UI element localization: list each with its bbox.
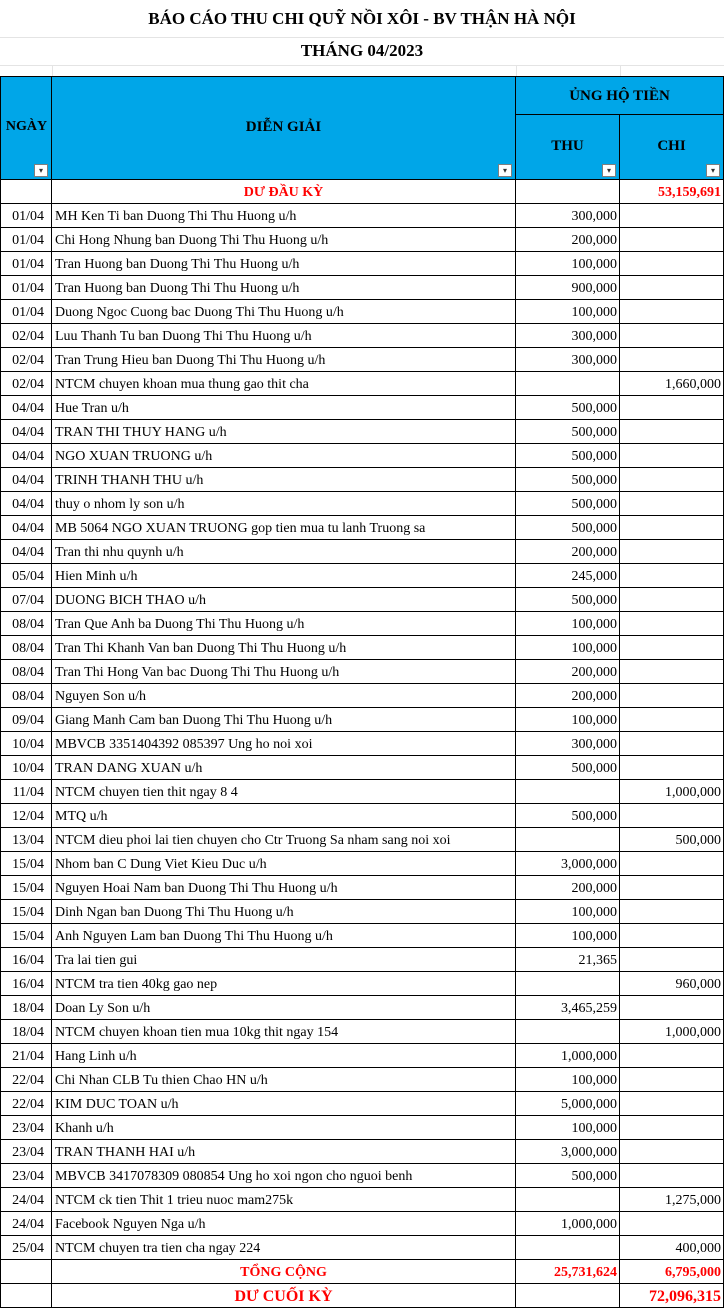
description-cell: Hue Tran u/h — [52, 396, 516, 420]
date-cell: 07/04 — [0, 588, 52, 612]
date-cell: 22/04 — [0, 1068, 52, 1092]
opening-balance-row — [0, 180, 724, 204]
header-income — [516, 115, 620, 180]
date-cell: 04/04 — [0, 516, 52, 540]
income-cell: 200,000 — [516, 684, 620, 708]
income-cell: 900,000 — [516, 276, 620, 300]
header-expense-label: CHI — [657, 138, 686, 154]
expense-cell: 500,000 — [620, 828, 724, 852]
table-row — [0, 852, 724, 876]
totals-label: TỔNG CỘNG — [52, 1260, 516, 1284]
expense-cell — [620, 900, 724, 924]
expense-cell — [620, 708, 724, 732]
date-cell: 24/04 — [0, 1188, 52, 1212]
table-row — [0, 972, 724, 996]
income-cell: 100,000 — [516, 612, 620, 636]
date-cell: 02/04 — [0, 372, 52, 396]
table-row — [0, 444, 724, 468]
expense-cell: 960,000 — [620, 972, 724, 996]
table-row — [0, 636, 724, 660]
income-cell: 21,365 — [516, 948, 620, 972]
date-cell: 16/04 — [0, 972, 52, 996]
table-row — [0, 492, 724, 516]
date-cell: 15/04 — [0, 876, 52, 900]
date-cell: 12/04 — [0, 804, 52, 828]
expense-cell — [620, 564, 724, 588]
table-row — [0, 540, 724, 564]
table-row — [0, 1092, 724, 1116]
income-cell: 100,000 — [516, 1116, 620, 1140]
description-cell: Tran Huong ban Duong Thi Thu Huong u/h — [52, 276, 516, 300]
closing-date-cell — [0, 1284, 52, 1308]
expense-cell — [620, 996, 724, 1020]
table-row — [0, 468, 724, 492]
expense-cell: 1,000,000 — [620, 780, 724, 804]
table-row — [0, 1140, 724, 1164]
description-cell: NTCM chuyen tien thit ngay 8 4 — [52, 780, 516, 804]
date-cell: 09/04 — [0, 708, 52, 732]
expense-cell — [620, 732, 724, 756]
header-date-label: NGÀY — [5, 119, 48, 134]
date-filter-dropdown-icon[interactable]: ▾ — [34, 164, 48, 177]
description-cell: Tran Thi Khanh Van ban Duong Thi Thu Huong u/h — [52, 636, 516, 660]
description-cell: TRINH THANH THU u/h — [52, 468, 516, 492]
expense-cell — [620, 948, 724, 972]
income-cell: 245,000 — [516, 564, 620, 588]
date-cell: 23/04 — [0, 1116, 52, 1140]
date-cell: 04/04 — [0, 540, 52, 564]
table-row — [0, 204, 724, 228]
income-cell: 100,000 — [516, 636, 620, 660]
date-cell: 18/04 — [0, 1020, 52, 1044]
table-row — [0, 876, 724, 900]
income-cell — [516, 372, 620, 396]
expense-cell — [620, 756, 724, 780]
description-cell: MH Ken Ti ban Duong Thi Thu Huong u/h — [52, 204, 516, 228]
expense-cell — [620, 588, 724, 612]
date-cell: 01/04 — [0, 204, 52, 228]
income-cell: 300,000 — [516, 732, 620, 756]
date-cell: 02/04 — [0, 348, 52, 372]
total-expense-value: 6,795,000 — [620, 1260, 724, 1284]
description-cell: Nguyen Son u/h — [52, 684, 516, 708]
date-cell: 04/04 — [0, 420, 52, 444]
opening-balance-label: DƯ ĐẦU KỲ — [52, 180, 516, 204]
description-cell: Anh Nguyen Lam ban Duong Thi Thu Huong u/h — [52, 924, 516, 948]
header-date — [0, 77, 52, 180]
income-cell: 500,000 — [516, 444, 620, 468]
income-filter-dropdown-icon[interactable]: ▾ — [602, 164, 616, 177]
table-row — [0, 324, 724, 348]
income-cell: 3,465,259 — [516, 996, 620, 1020]
table-row — [0, 348, 724, 372]
date-cell: 15/04 — [0, 900, 52, 924]
table-row — [0, 1188, 724, 1212]
expense-cell — [620, 228, 724, 252]
description-cell: thuy o nhom ly son u/h — [52, 492, 516, 516]
description-cell: Dinh Ngan ban Duong Thi Thu Huong u/h — [52, 900, 516, 924]
closing-balance-value: 72,096,315 — [620, 1284, 724, 1308]
income-cell: 300,000 — [516, 324, 620, 348]
header-description — [52, 77, 516, 180]
income-cell: 5,000,000 — [516, 1092, 620, 1116]
description-cell: NTCM dieu phoi lai tien chuyen cho Ctr Truong Sa nham sang noi xoi — [52, 828, 516, 852]
description-cell: MB 5064 NGO XUAN TRUONG gop tien mua tu lanh Truong sa — [52, 516, 516, 540]
income-cell: 500,000 — [516, 516, 620, 540]
table-row — [0, 1164, 724, 1188]
date-cell: 08/04 — [0, 636, 52, 660]
date-cell: 04/04 — [0, 492, 52, 516]
description-cell: Tran Que Anh ba Duong Thi Thu Huong u/h — [52, 612, 516, 636]
income-cell — [516, 1236, 620, 1260]
expense-cell — [620, 420, 724, 444]
income-cell: 100,000 — [516, 252, 620, 276]
expense-cell: 1,000,000 — [620, 1020, 724, 1044]
date-cell: 04/04 — [0, 444, 52, 468]
table-row — [0, 300, 724, 324]
expense-cell — [620, 300, 724, 324]
income-cell: 100,000 — [516, 1068, 620, 1092]
table-row — [0, 924, 724, 948]
income-cell: 300,000 — [516, 348, 620, 372]
income-cell: 200,000 — [516, 228, 620, 252]
description-cell: Tran Thi Hong Van bac Duong Thi Thu Huong u/h — [52, 660, 516, 684]
expense-cell — [620, 1116, 724, 1140]
closing-balance-label: DƯ CUỐI KỲ — [52, 1284, 516, 1308]
expense-cell — [620, 1212, 724, 1236]
description-cell: Chi Nhan CLB Tu thien Chao HN u/h — [52, 1068, 516, 1092]
total-income-value: 25,731,624 — [516, 1260, 620, 1284]
expense-cell: 1,660,000 — [620, 372, 724, 396]
description-cell: NTCM tra tien 40kg gao nep — [52, 972, 516, 996]
expense-cell: 1,275,000 — [620, 1188, 724, 1212]
date-cell: 16/04 — [0, 948, 52, 972]
spacer-row — [0, 66, 724, 77]
income-cell: 3,000,000 — [516, 1140, 620, 1164]
income-cell: 100,000 — [516, 300, 620, 324]
table-row — [0, 900, 724, 924]
date-cell: 01/04 — [0, 252, 52, 276]
income-cell — [516, 1188, 620, 1212]
income-cell: 3,000,000 — [516, 852, 620, 876]
expense-cell — [620, 204, 724, 228]
header-expense — [620, 115, 724, 180]
income-cell: 500,000 — [516, 396, 620, 420]
transaction-list — [0, 204, 724, 1260]
table-row — [0, 684, 724, 708]
expense-cell — [620, 804, 724, 828]
description-cell: Duong Ngoc Cuong bac Duong Thi Thu Huong u/h — [52, 300, 516, 324]
totals-date-cell — [0, 1260, 52, 1284]
expense-cell — [620, 324, 724, 348]
date-cell: 24/04 — [0, 1212, 52, 1236]
table-row — [0, 372, 724, 396]
description-cell: Tra lai tien gui — [52, 948, 516, 972]
expense-cell — [620, 1068, 724, 1092]
expense-cell — [620, 852, 724, 876]
income-cell: 1,000,000 — [516, 1044, 620, 1068]
income-cell: 500,000 — [516, 756, 620, 780]
report-title: BÁO CÁO THU CHI QUỸ NỒI XÔI - BV THẬN HÀ NỘI — [0, 0, 724, 38]
income-cell — [516, 780, 620, 804]
table-row — [0, 588, 724, 612]
date-cell: 05/04 — [0, 564, 52, 588]
description-cell: NTCM chuyen khoan tien mua 10kg thit ngay 154 — [52, 1020, 516, 1044]
description-cell: Facebook Nguyen Nga u/h — [52, 1212, 516, 1236]
income-cell — [516, 1020, 620, 1044]
header-donation-group-label: ỦNG HỘ TIỀN — [569, 88, 670, 104]
table-row — [0, 996, 724, 1020]
description-cell: MBVCB 3417078309 080854 Ung ho xoi ngon cho nguoi benh — [52, 1164, 516, 1188]
date-cell: 13/04 — [0, 828, 52, 852]
table-row — [0, 780, 724, 804]
expense-cell — [620, 516, 724, 540]
table-row — [0, 804, 724, 828]
description-cell: DUONG BICH THAO u/h — [52, 588, 516, 612]
description-cell: Luu Thanh Tu ban Duong Thi Thu Huong u/h — [52, 324, 516, 348]
income-cell: 200,000 — [516, 876, 620, 900]
income-cell: 500,000 — [516, 420, 620, 444]
description-cell: NTCM chuyen khoan mua thung gao thit cha — [52, 372, 516, 396]
expense-cell — [620, 252, 724, 276]
date-cell: 04/04 — [0, 396, 52, 420]
income-cell: 100,000 — [516, 708, 620, 732]
income-cell: 200,000 — [516, 660, 620, 684]
description-cell: TRAN DANG XUAN u/h — [52, 756, 516, 780]
header-description-label: DIỄN GIẢI — [245, 119, 322, 135]
expense-filter-dropdown-icon[interactable]: ▾ — [706, 164, 720, 177]
income-cell: 1,000,000 — [516, 1212, 620, 1236]
table-row — [0, 756, 724, 780]
date-cell: 23/04 — [0, 1140, 52, 1164]
description-cell: Tran Trung Hieu ban Duong Thi Thu Huong u/h — [52, 348, 516, 372]
table-row — [0, 420, 724, 444]
closing-income-cell — [516, 1284, 620, 1308]
description-cell: TRAN THANH HAI u/h — [52, 1140, 516, 1164]
table-row — [0, 1236, 724, 1260]
date-cell: 22/04 — [0, 1092, 52, 1116]
date-cell: 01/04 — [0, 300, 52, 324]
date-cell: 08/04 — [0, 684, 52, 708]
expense-cell — [620, 348, 724, 372]
description-cell: TRAN THI THUY HANG u/h — [52, 420, 516, 444]
income-cell: 500,000 — [516, 468, 620, 492]
table-row — [0, 252, 724, 276]
header-donation-group — [516, 77, 724, 115]
income-cell: 100,000 — [516, 924, 620, 948]
table-row — [0, 1020, 724, 1044]
description-cell: Giang Manh Cam ban Duong Thi Thu Huong u/h — [52, 708, 516, 732]
expense-cell — [620, 612, 724, 636]
income-cell: 300,000 — [516, 204, 620, 228]
date-cell: 15/04 — [0, 924, 52, 948]
description-cell: Khanh u/h — [52, 1116, 516, 1140]
table-row — [0, 1044, 724, 1068]
opening-date-cell — [0, 180, 52, 204]
table-row — [0, 828, 724, 852]
description-cell: Tran thi nhu quynh u/h — [52, 540, 516, 564]
table-row — [0, 276, 724, 300]
description-cell: NTCM ck tien Thit 1 trieu nuoc mam275k — [52, 1188, 516, 1212]
expense-cell — [620, 444, 724, 468]
table-row — [0, 948, 724, 972]
income-cell — [516, 828, 620, 852]
table-row — [0, 516, 724, 540]
expense-cell — [620, 636, 724, 660]
expense-cell — [620, 1140, 724, 1164]
date-cell: 10/04 — [0, 756, 52, 780]
description-cell: NGO XUAN TRUONG u/h — [52, 444, 516, 468]
income-cell: 200,000 — [516, 540, 620, 564]
table-row — [0, 1212, 724, 1236]
table-row — [0, 1068, 724, 1092]
description-cell: NTCM chuyen tra tien cha ngay 224 — [52, 1236, 516, 1260]
opening-balance-value: 53,159,691 — [620, 180, 724, 204]
expense-cell — [620, 876, 724, 900]
description-cell: Nguyen Hoai Nam ban Duong Thi Thu Huong u/h — [52, 876, 516, 900]
date-cell: 15/04 — [0, 852, 52, 876]
table-row — [0, 564, 724, 588]
description-cell: Nhom ban C Dung Viet Kieu Duc u/h — [52, 852, 516, 876]
expense-cell — [620, 1044, 724, 1068]
description-cell: Chi Hong Nhung ban Duong Thi Thu Huong u/h — [52, 228, 516, 252]
date-cell: 10/04 — [0, 732, 52, 756]
description-cell: Doan Ly Son u/h — [52, 996, 516, 1020]
table-row — [0, 708, 724, 732]
description-cell: MBVCB 3351404392 085397 Ung ho noi xoi — [52, 732, 516, 756]
expense-cell — [620, 660, 724, 684]
closing-balance-row — [0, 1284, 724, 1308]
totals-row — [0, 1260, 724, 1284]
income-cell: 500,000 — [516, 1164, 620, 1188]
date-cell: 08/04 — [0, 660, 52, 684]
date-cell: 04/04 — [0, 468, 52, 492]
income-cell: 100,000 — [516, 900, 620, 924]
table-row — [0, 660, 724, 684]
header-income-label: THU — [551, 138, 584, 154]
expense-cell — [620, 396, 724, 420]
table-row — [0, 396, 724, 420]
date-cell: 01/04 — [0, 276, 52, 300]
table-row — [0, 1116, 724, 1140]
expense-cell — [620, 684, 724, 708]
table-row — [0, 732, 724, 756]
income-cell: 500,000 — [516, 804, 620, 828]
date-cell: 11/04 — [0, 780, 52, 804]
date-cell: 02/04 — [0, 324, 52, 348]
description-cell: Hang Linh u/h — [52, 1044, 516, 1068]
expense-cell — [620, 924, 724, 948]
expense-cell: 400,000 — [620, 1236, 724, 1260]
ledger-body — [0, 180, 724, 1308]
date-cell: 25/04 — [0, 1236, 52, 1260]
opening-income-cell — [516, 180, 620, 204]
date-cell: 08/04 — [0, 612, 52, 636]
table-row — [0, 228, 724, 252]
description-cell: Hien Minh u/h — [52, 564, 516, 588]
expense-cell — [620, 468, 724, 492]
date-cell: 23/04 — [0, 1164, 52, 1188]
description-cell: Tran Huong ban Duong Thi Thu Huong u/h — [52, 252, 516, 276]
income-cell: 500,000 — [516, 492, 620, 516]
description-cell: MTQ u/h — [52, 804, 516, 828]
income-cell: 500,000 — [516, 588, 620, 612]
date-cell: 21/04 — [0, 1044, 52, 1068]
expense-cell — [620, 540, 724, 564]
description-filter-dropdown-icon[interactable]: ▾ — [498, 164, 512, 177]
report-month: THÁNG 04/2023 — [0, 38, 724, 66]
date-cell: 01/04 — [0, 228, 52, 252]
date-cell: 18/04 — [0, 996, 52, 1020]
table-row — [0, 612, 724, 636]
expense-cell — [620, 1164, 724, 1188]
expense-cell — [620, 1092, 724, 1116]
income-cell — [516, 972, 620, 996]
description-cell: KIM DUC TOAN u/h — [52, 1092, 516, 1116]
expense-cell — [620, 276, 724, 300]
expense-cell — [620, 492, 724, 516]
